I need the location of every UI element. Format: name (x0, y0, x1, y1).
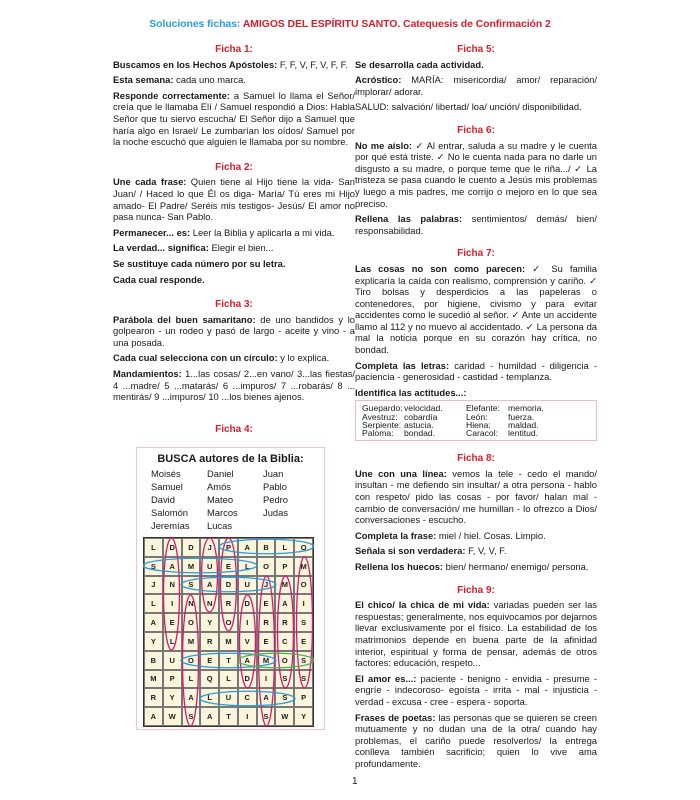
wordsearch-cell: J (144, 576, 163, 595)
ficha-item: Identifica las actitudes...: (355, 386, 467, 398)
wordsearch-cell: R (144, 688, 163, 707)
ficha-item: La verdad... significa: Elegir el bien... (113, 242, 274, 254)
title-prefix: Soluciones fichas: (149, 18, 241, 30)
wordsearch-cell: U (219, 688, 238, 707)
wordsearch-cell: R (219, 594, 238, 613)
ficha-item: Acróstico: MARÍA: misericordia/ amor/ reparación/ implorar/ adorar. (355, 74, 597, 97)
wordsearch-cell: A (163, 557, 182, 576)
wordsearch-word: Pedro (263, 494, 289, 505)
ficha-9 (355, 585, 597, 770)
wordsearch-cell: N (182, 594, 201, 613)
wordsearch-cell: I (257, 670, 276, 689)
ficha-item: Responde correctamente: a Samuel lo llama el Señor/ creía que le llamaba Elí / Samuel respondió a Dios: Habla Señor que tu siervo escucha/ El Señor dijo a Samuel que haría algo en Israel/ Le zumbarían los oídos/ Samuel por la noche escuchó que alguien le llamaba por su nombre. (113, 89, 355, 148)
wordsearch-cell: S (275, 688, 294, 707)
wordsearch-cell: C (238, 688, 257, 707)
wordsearch-cell: S (257, 707, 276, 726)
ficha-item: Esta semana: cada uno marca. (113, 74, 246, 86)
wordsearch-cell: R (200, 632, 219, 651)
wordsearch-cell: E (219, 557, 238, 576)
wordsearch-cell: M (182, 557, 201, 576)
wordsearch-cell: D (163, 538, 182, 557)
wordsearch-cell: L (144, 538, 163, 557)
wordsearch-cell: E (163, 613, 182, 632)
ficha-item: Las cosas no son como parecen: ✓ Su familia explicaría la caída con realismo, comprensión y cariño. ✓ Tiro bolsas y desperdicios a las papeleras o contenedores, por higiene, civismo y para evitar accidentes como le sucedió al señor. ✓ Ante un accidente llamo al 112 y no muevo al accidentado. ✓ La persona da mal la noticia porque en su corazón hay crítica, no bondad. (355, 262, 597, 356)
wordsearch-word: Juan (263, 468, 284, 479)
ficha-item: Rellena las palabras: sentimientos/ demás/ bien/ responsabilidad. (355, 213, 598, 236)
left-column (113, 44, 355, 417)
wordsearch-cell: D (238, 670, 257, 689)
wordsearch-cell: U (238, 576, 257, 595)
wordsearch-word: Salomón (151, 507, 189, 518)
wordsearch-cell: R (275, 613, 294, 632)
wordsearch-word: Marcos (207, 507, 238, 518)
wordsearch-cell: L (200, 688, 219, 707)
wordsearch-cell: S (294, 651, 313, 670)
wordsearch-cell: M (275, 576, 294, 595)
wordsearch-cell: O (294, 538, 313, 557)
wordsearch-word: Moisés (151, 468, 181, 479)
ficha-5 (355, 44, 597, 113)
ficha-2 (113, 162, 355, 285)
wordsearch-cell: D (182, 538, 201, 557)
wordsearch-cell: Y (200, 613, 219, 632)
wordsearch-word: Mateo (207, 494, 234, 505)
ficha-item: Une cada frase: Quien tiene al Hijo tiene la vida- San Juan/ / Haced lo que Él os diga- María/ Tú eres mi Hijo amado- El Padre/ Seréis mis testigos- Jesús/ El amor no pasa nunca- San Pablo. (113, 176, 355, 223)
ficha-item: Buscamos en los Hechos Apóstoles: F, F, V, F, V, F, F. (113, 58, 348, 70)
wordsearch-cell: J (257, 576, 276, 595)
ficha-7 (355, 248, 597, 441)
wordsearch-cell: I (163, 594, 182, 613)
wordsearch-cell: N (200, 594, 219, 613)
ficha-item: Cada cual selecciona con un círculo: y lo explica. (113, 352, 330, 364)
actitud-cell: Avestruz: (362, 411, 398, 422)
actitud-cell: astucia. (404, 419, 434, 430)
ficha-3 (113, 299, 355, 403)
wordsearch-cell: L (182, 670, 201, 689)
wordsearch-cell: L (219, 670, 238, 689)
wordsearch-cell: S (144, 557, 163, 576)
actitud-cell: Elefante: (466, 403, 500, 414)
ficha-heading: Ficha 6: (457, 124, 495, 136)
wordsearch-cell: Q (200, 670, 219, 689)
actitud-cell: fuerza. (508, 411, 535, 422)
wordsearch-cell: A (182, 688, 201, 707)
ficha-item: Mandamientos: 1...las cosas/ 2...en vano/ 3...las fiestas/ 4 ...madre/ 5 ...matarás/ 6 ...impuros/ 7 ...robarás/ 8 ... mentirás/ 9 ...impuros/ 10 ...los bienes ajenos. (113, 368, 355, 403)
wordsearch-word: Amós (207, 481, 231, 492)
wordsearch-cell: A (275, 594, 294, 613)
wordsearch-word: Jeremías (151, 520, 190, 531)
ficha-item: El chico/ la chica de mi vida: variadas pueden ser las respuestas; generalmente, nos equivocamos por dejarnos llevar exclusivamente por el físico. La estabilidad de los matrimonios depende en buena parte de la afinidad interior, espiritual y forma de pensar, además de otros factores: educación, respeto... (355, 599, 597, 669)
ficha-item: Completa las letras: caridad - humildad - diligencia - paciencia - generosidad - castidad - templanza. (355, 359, 597, 383)
ficha-item: Señala si son verdadera: F, V, V, F. (355, 545, 507, 557)
ficha-heading: Ficha 7: (457, 248, 495, 260)
wordsearch-cell: W (163, 707, 182, 726)
wordsearch-cell: S (294, 670, 313, 689)
actitud-cell: memoria. (508, 403, 544, 414)
ficha-1 (113, 44, 355, 148)
ficha-item: Permanecer... es: Leer la Biblia y aplicarla a mi vida. (113, 226, 335, 238)
wordsearch-cell: A (200, 576, 219, 595)
wordsearch-cell: A (238, 538, 257, 557)
wordsearch-cell: L (238, 557, 257, 576)
ficha-item: Rellena los huecos: bien/ hermano/ enemigo/ persona. (355, 561, 589, 572)
wordsearch-cell: S (275, 670, 294, 689)
wordsearch-cell: E (200, 651, 219, 670)
ficha-heading: Ficha 5: (457, 44, 495, 55)
wordsearch-cell: Y (163, 688, 182, 707)
wordsearch-cell: U (200, 557, 219, 576)
wordsearch-cell: B (257, 538, 276, 557)
wordsearch-word-list (151, 467, 324, 532)
wordsearch-cell: L (163, 632, 182, 651)
ficha-item: Se sustituye cada número por su letra. (113, 257, 286, 269)
wordsearch-word: Pablo (263, 481, 287, 492)
ficha-item: No me aíslo: ✓ Al entrar, saluda a su madre y le cuenta por qué está triste. ✓ No le cuenta nada para no darle un disgusto a su madre, o porque teme que le riña.../ ✓ La tristeza se pasa cuando le cuento a Jesús mis problemas y luego a mis padres, me corrijo o mejoro en lo que sea preciso. (355, 139, 597, 209)
wordsearch-cell: O (182, 651, 201, 670)
wordsearch-cell: U (163, 651, 182, 670)
wordsearch-cell: B (144, 651, 163, 670)
ficha-heading: Ficha 3: (215, 299, 253, 311)
wordsearch-cell: I (294, 594, 313, 613)
wordsearch-cell: O (219, 613, 238, 632)
wordsearch-grid (143, 537, 314, 727)
wordsearch-cell: I (238, 613, 257, 632)
wordsearch-cell: A (200, 707, 219, 726)
ficha-item: SALUD: salvación/ libertad/ loa/ unción/ disponibilidad. (355, 101, 582, 113)
wordsearch-cell: A (144, 707, 163, 726)
wordsearch-cell: A (257, 688, 276, 707)
ficha-item: Se desarrolla cada actividad. (355, 58, 484, 70)
ficha-4-heading: Ficha 4: (215, 424, 253, 435)
ficha-item: Une con una línea: vemos la tele - cedo el mando/ insultan - me defiendo sin insultar/ a otra persona - hablo con respeto/ pido las cosas - por favor/ halan mal - cambio de conversación/ me humillan - lo ofrezco a Dios/ conversaciones - escucho. (355, 467, 597, 526)
wordsearch-cell: I (238, 707, 257, 726)
actitud-cell: Hiena: (466, 419, 491, 430)
wordsearch-cell: S (182, 707, 201, 726)
wordsearch-cell: E (257, 594, 276, 613)
right-column (355, 44, 597, 784)
actitud-cell: maldad. (508, 419, 539, 430)
wordsearch-word: Lucas (207, 520, 233, 531)
wordsearch-box (136, 447, 325, 730)
wordsearch-cell: O (182, 613, 201, 632)
wordsearch-cell: O (257, 557, 276, 576)
wordsearch-word (263, 519, 313, 532)
wordsearch-cell: P (275, 557, 294, 576)
ficha-heading: Ficha 9: (457, 584, 495, 596)
ficha-item: Cada cual responde. (113, 273, 205, 285)
page-number: 1 (352, 776, 358, 787)
wordsearch-cell: O (275, 651, 294, 670)
wordsearch-word: Samuel (151, 481, 183, 492)
ficha-8 (355, 453, 597, 572)
wordsearch-cell: T (219, 651, 238, 670)
wordsearch-cell: J (200, 538, 219, 557)
wordsearch-cell: M (182, 632, 201, 651)
actitud-cell: bondad. (404, 428, 436, 439)
page-title (0, 18, 700, 30)
wordsearch-cell: M (257, 651, 276, 670)
wordsearch-title: BUSCA autores de la Biblia: (157, 453, 304, 465)
wordsearch-cell: M (144, 670, 163, 689)
wordsearch-cell: P (163, 670, 182, 689)
ficha-heading: Ficha 1: (215, 44, 253, 55)
wordsearch-cell: M (219, 632, 238, 651)
wordsearch-cell: N (163, 576, 182, 595)
ficha-heading: Ficha 8: (457, 453, 495, 465)
wordsearch-cell: M (294, 557, 313, 576)
actitud-cell: Serpiente: (362, 419, 402, 430)
ficha-heading: Ficha 2: (215, 161, 253, 173)
wordsearch-cell: V (238, 632, 257, 651)
wordsearch-cell: L (144, 594, 163, 613)
actitudes-table (355, 400, 597, 441)
wordsearch-cell: R (257, 613, 276, 632)
wordsearch-cell: O (294, 576, 313, 595)
actitud-cell: Caracol: (466, 428, 498, 439)
wordsearch-cell: P (219, 538, 238, 557)
wordsearch-cell: D (238, 594, 257, 613)
actitud-cell: Guepardo: (362, 403, 403, 414)
actitud-cell: León: (466, 411, 488, 422)
wordsearch-word: David (151, 494, 175, 505)
title-main: AMIGOS DEL ESPÍRITU SANTO. Catequesis de Confirmación 2 (242, 18, 551, 30)
wordsearch-cell: Y (144, 632, 163, 651)
wordsearch-word: Daniel (207, 468, 234, 479)
ficha-6 (355, 125, 597, 236)
wordsearch-cell: A (144, 613, 163, 632)
actitud-cell: cobardía (404, 411, 438, 422)
wordsearch-cell: L (275, 538, 294, 557)
ficha-item: Parábola del buen samaritano: de uno bandidos y lo golpearon - un rodeo y pasó de largo - aceite y vino - a una posada. (113, 313, 355, 348)
wordsearch-cell: C (275, 632, 294, 651)
wordsearch-cell: S (294, 613, 313, 632)
wordsearch-cell: P (294, 688, 313, 707)
ficha-item: Completa la frase: miel / hiel. Cosas. Limpio. (355, 529, 546, 541)
wordsearch-cell: Y (294, 707, 313, 726)
wordsearch-cell: W (275, 707, 294, 726)
wordsearch-cell: E (257, 632, 276, 651)
ficha-item: El amor es...: paciente - benigno - envidia - presume - engríe - indecoroso- egoísta - irrita - mal - injusticia - verdad - excusa - cree - espera - soporta. (355, 672, 597, 707)
wordsearch-word: Judas (263, 507, 289, 518)
wordsearch-cell: A (238, 651, 257, 670)
wordsearch-cell: T (219, 707, 238, 726)
actitud-cell: lentitud. (508, 428, 539, 439)
actitud-cell: Paloma: (362, 428, 394, 439)
wordsearch-cell: E (294, 632, 313, 651)
wordsearch-cell: S (182, 576, 201, 595)
actitud-cell: velocidad. (404, 403, 443, 414)
ficha-item: Frases de poetas: las personas que se quieren se creen mutuamente y no dudan una de la otra/ cuando hay problemas, el cariño puede resolverlos/ la entrega conlleva también sacrificio; quien lo vive ama profundamente. (355, 711, 597, 769)
wordsearch-cell: D (219, 576, 238, 595)
